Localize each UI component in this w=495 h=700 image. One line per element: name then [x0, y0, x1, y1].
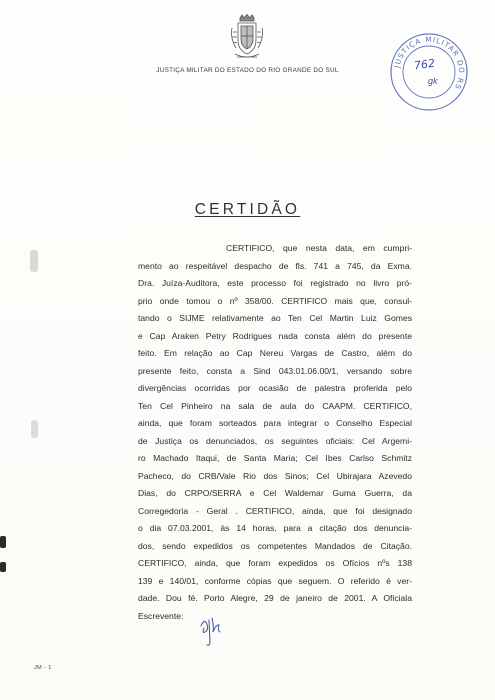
body-line: Corregedoria - Geral . CERTIFICO, ainda, que foi designado [138, 505, 412, 516]
body-line: mento ao respeitável despacho de fls. 741 a 745, da Exma. [138, 260, 412, 271]
body-line: ro Machado Itaqui, de Santa Maria; Cel Ibes Carlso Schmitz [138, 453, 412, 463]
form-code: JM - 1 [34, 665, 52, 671]
body-line: Ten Cel Pinheiro na sala de aula do CAAPM. CERTIFICO, [138, 400, 412, 411]
binding-mark [30, 250, 38, 272]
stamp-page-number: 762 [413, 56, 436, 73]
scan-edge-mark [0, 562, 6, 572]
clerk-signature-icon [198, 612, 238, 648]
body-line: prio onde tomou o nº 358/00. CERTIFICO mais que, consul- [138, 295, 412, 306]
stamp-rubric: gk [428, 76, 438, 86]
body-line: de Justiça os denunciados, os seguintes oficiais: Cel Argemi- [138, 435, 412, 446]
body-line: CERTIFICO, que nesta data, em cumpri- [226, 243, 412, 253]
body-line: dade. Dou fé. Porto Alegre, 29 de janeiro de 2001. A Oficiala [138, 593, 412, 603]
body-line: o dia 07.03.2001, às 14 horas, para a citação dos denuncia- [138, 523, 412, 533]
document-title: CERTIDÃO [194, 201, 301, 218]
stamp-ring-text: JUSTIÇA MILITAR DO RS [392, 34, 467, 92]
body-line: Pacheco, do CRB/Vale Rio dos Sinos; Cel Ubirajara Azevedo [138, 470, 412, 481]
binding-mark [31, 420, 38, 438]
body-line: tando o SIJME relativamente ao Ten Cel Martin Luiz Gomes [138, 313, 412, 323]
body-line: Dra. Juíza-Auditora, este processo foi registrado no livro pró- [138, 278, 412, 288]
body-line: Dias, do CRPO/SERRA e Cel Waldemar Guma Guerra, da [138, 488, 412, 498]
body-line: feito. Em relação ao Cap Nereu Vargas de Castro, além do [138, 348, 412, 358]
certificate-body [138, 240, 412, 625]
institution-header: JUSTIÇA MILITAR DO ESTADO DO RIO GRANDE DO SUL [156, 67, 339, 74]
body-line: 139 e 140/01, conforme cópias que seguem. O referido é ver- [138, 575, 412, 586]
body-line: presente feito, consta a Sind 043.01.06.00/1, versando sobre [138, 365, 412, 376]
body-line: dos, sendo expedidos os competentes Mandados de Citação. [138, 540, 412, 551]
court-seal-stamp-icon [387, 30, 471, 114]
body-line: e Cap Araken Petry Rodrigues nada consta além do presente [138, 330, 412, 341]
body-line: ainda, que foram sorteados para integrar o Conselho Especial [138, 418, 412, 428]
scan-edge-mark [0, 536, 6, 548]
body-line: divergências ocorridas por ocasião de palestra proferida pelo [138, 383, 412, 393]
body-line: Escrevente: [138, 610, 184, 621]
state-coat-of-arms-icon [228, 14, 266, 62]
body-line: CERTIFICO, ainda, que foram expedidos os Ofícios nºs 138 [138, 558, 412, 568]
